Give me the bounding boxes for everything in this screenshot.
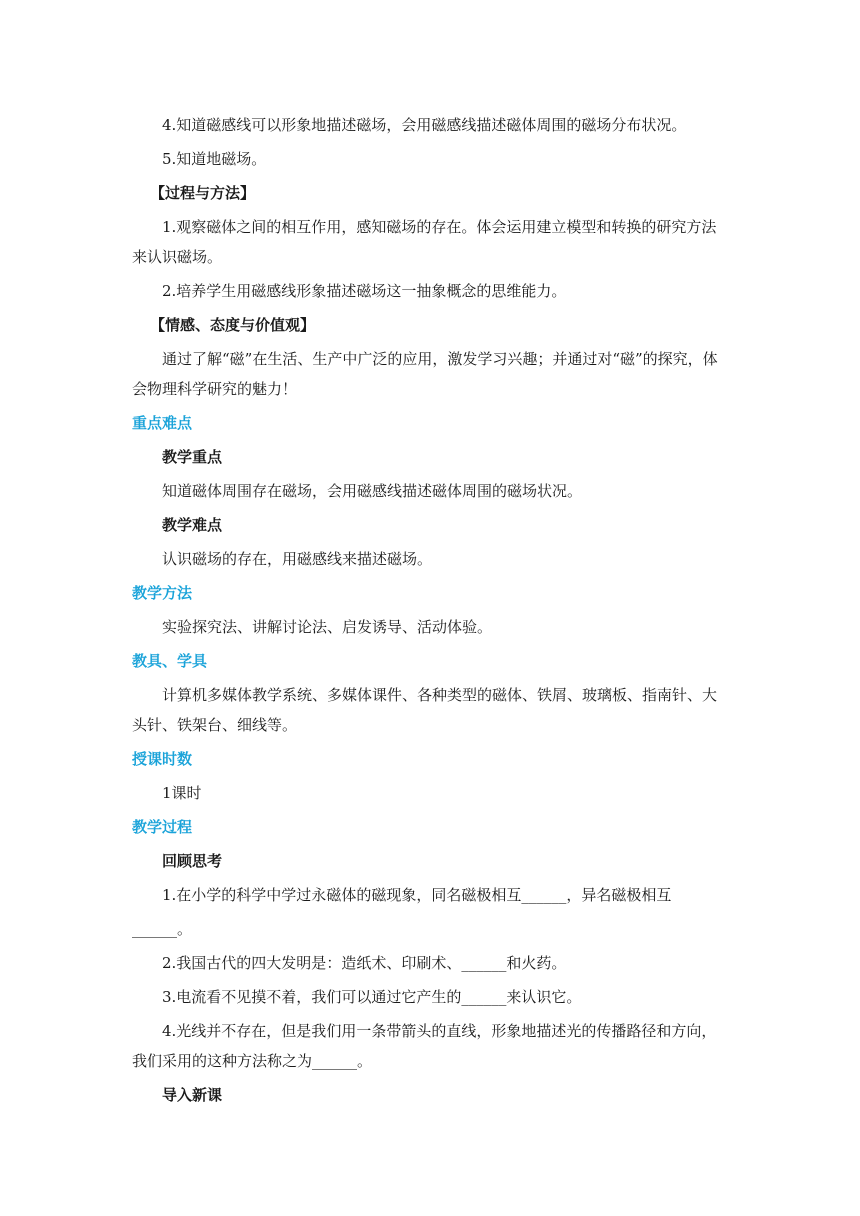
section-teaching-process: 教学过程 [132, 818, 193, 836]
teaching-difficulty-text: 认识磁场的存在，用磁感线来描述磁场。 [162, 550, 433, 568]
tools-text: 计算机多媒体教学系统、多媒体课件、各种类型的磁体、铁屑、玻璃板、指南针、大头针、铁架台、细线等。 [132, 686, 718, 734]
document-body [132, 108, 728, 1112]
review-question-1: 1.在小学的科学中学过永磁体的磁现象，同名磁极相互______，异名磁极相互______。 [132, 886, 672, 938]
class-hours-text: 1课时 [162, 784, 202, 802]
emotion-text: 通过了解“磁”在生活、生产中广泛的应用，激发学习兴趣；并通过对“磁”的探究，体会物理科学研究的魅力！ [132, 350, 718, 398]
section-tools: 教具、学具 [132, 652, 208, 670]
subheading-teaching-difficulty: 教学难点 [162, 516, 223, 534]
objective-4: 4.知道磁感线可以形象地描述磁场，会用磁感线描述磁体周围的磁场分布状况。 [162, 116, 687, 134]
objective-5: 5.知道地磁场。 [162, 150, 267, 168]
subheading-intro: 导入新课 [162, 1086, 223, 1104]
subheading-review: 回顾思考 [162, 852, 223, 870]
process-item-1: 1.观察磁体之间的相互作用，感知磁场的存在。体会运用建立模型和转换的研究方法来认识磁场。 [132, 218, 717, 266]
heading-process-method: 【过程与方法】 [150, 184, 256, 202]
teaching-key-text: 知道磁体周围存在磁场，会用磁感线描述磁体周围的磁场状况。 [162, 482, 583, 500]
review-question-2: 2.我国古代的四大发明是：造纸术、印刷术、______和火药。 [162, 954, 567, 972]
section-key-difficult: 重点难点 [132, 414, 193, 432]
section-teaching-method: 教学方法 [132, 584, 193, 602]
subheading-teaching-key: 教学重点 [162, 448, 223, 466]
review-question-3: 3.电流看不见摸不着，我们可以通过它产生的______来认识它。 [162, 988, 582, 1006]
section-class-hours: 授课时数 [132, 750, 193, 768]
review-question-4: 4.光线并不存在，但是我们用一条带箭头的直线，形象地描述光的传播路径和方向，我们采用的这种方法称之为______。 [132, 1022, 717, 1070]
process-item-2: 2.培养学生用磁感线形象描述磁场这一抽象概念的思维能力。 [162, 282, 567, 300]
heading-emotion-values: 【情感、态度与价值观】 [150, 316, 316, 334]
teaching-method-text: 实验探究法、讲解讨论法、启发诱导、活动体验。 [162, 618, 493, 636]
